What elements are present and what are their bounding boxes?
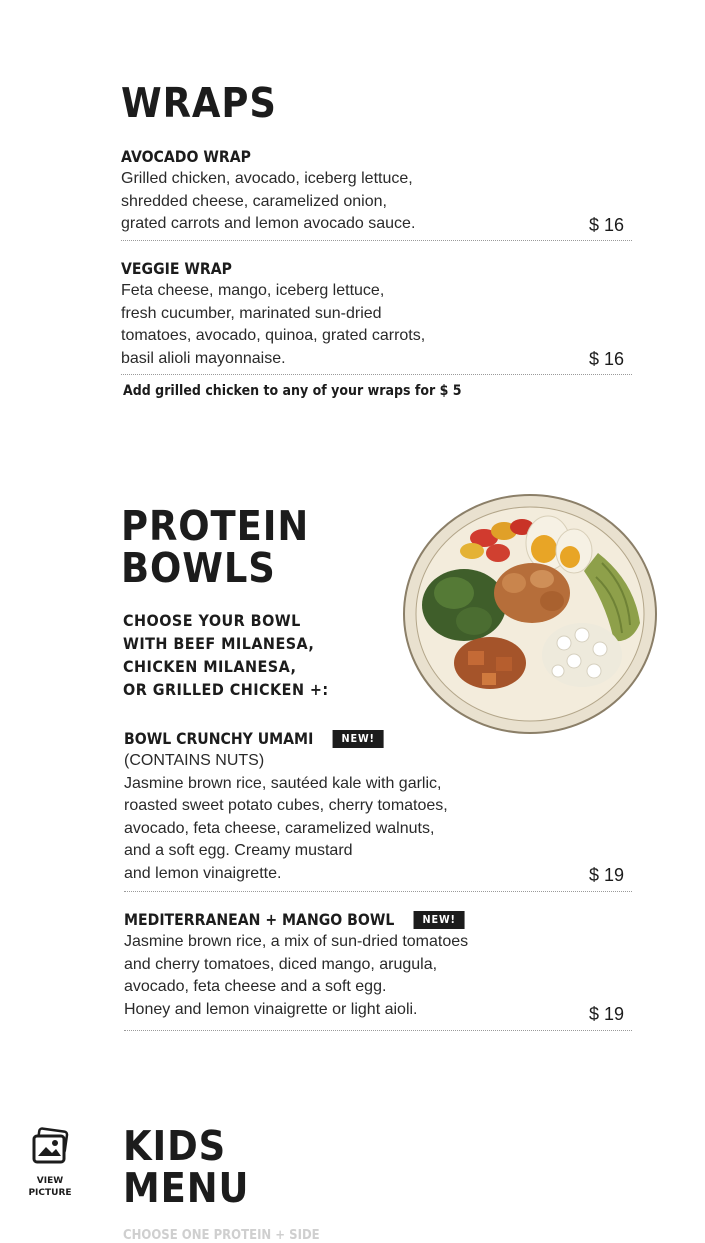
dotted-divider [121,374,632,375]
item-name [124,728,571,750]
title-line: MENU [123,1164,250,1212]
menu-item-veggie-wrap [121,258,632,376]
item-name: VEGGIE WRAP [121,259,232,278]
item-name [124,909,571,931]
wraps-add-chicken-note: Add grilled chicken to any of your wraps for $ 5 [123,383,462,399]
kids-menu-title [123,1122,250,1212]
item-description: (CONTAINS NUTS) Jasmine brown rice, sautéed kale with garlic, roasted sweet potato cubes, cherry tomatoes, avocado, feta cheese, caramelized walnuts, and a soft egg. Creamy mustard and lemon vinaigrette. [124,752,448,882]
image-gallery-icon [30,1128,70,1166]
title-line: BOWLS [121,544,276,592]
protein-bowl-image [402,493,658,735]
menu-item-avocado-wrap [121,146,632,242]
item-price: $ 19 [588,865,624,885]
item-name-text: MEDITERRANEAN + MANGO BOWL [124,910,395,929]
choose-your-bowl-text: CHOOSE YOUR BOWL WITH BEEF MILANESA, CHICKEN MILANESA, OR GRILLED CHICKEN +: [123,611,329,699]
title-line: PROTEIN [121,502,310,550]
menu-item-mediterranean-mango-bowl [124,909,632,1031]
new-badge: NEW! [414,911,465,929]
protein-bowls-title [121,502,310,592]
menu-item-bowl-crunchy-umami [124,728,632,892]
title-line: KIDS [123,1122,227,1170]
wraps-title: WRAPS [121,79,277,127]
new-badge: NEW! [333,730,384,748]
item-price: $ 19 [588,1004,624,1024]
item-description: Grilled chicken, avocado, iceberg lettuce, shredded cheese, caramelized onion, grated carrots and lemon avocado sauce. [121,170,416,233]
dotted-divider [124,891,632,892]
item-price: $ 16 [588,349,624,369]
item-price: $ 16 [588,215,624,235]
dotted-divider [124,1030,632,1031]
view-picture-button[interactable] [24,1128,76,1199]
item-description: Jasmine brown rice, a mix of sun-dried tomatoes and cherry tomatoes, diced mango, arugula, avocado, feta cheese and a soft egg. Honey and lemon vinaigrette or light aioli. [124,933,469,1018]
view-picture-label: VIEW PICTURE [28,1176,72,1198]
kids-menu-subtitle: CHOOSE ONE PROTEIN + SIDE [123,1228,320,1243]
item-name: AVOCADO WRAP [121,147,251,166]
item-description: Feta cheese, mango, iceberg lettuce, fresh cucumber, marinated sun-dried tomatoes, avocado, quinoa, grated carrots, basil alioli mayonnaise. [121,282,426,367]
item-name-text: BOWL CRUNCHY UMAMI [124,729,314,748]
dotted-divider [121,240,632,241]
